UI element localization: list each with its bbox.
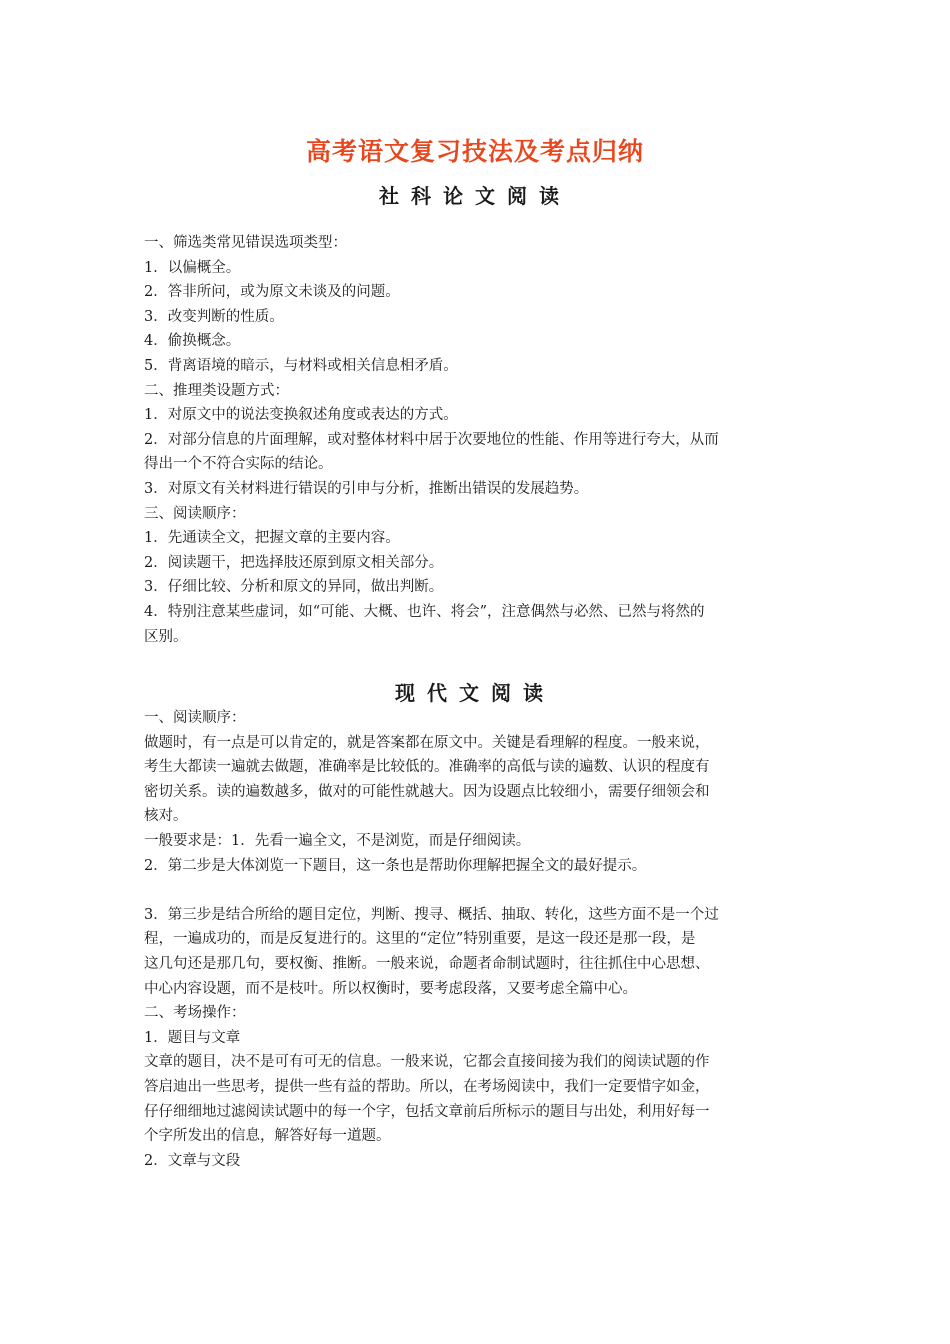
text-line: 三、阅读顺序：: [144, 505, 246, 522]
text-line: 一般要求是：1．先看一遍全文，不是浏览，而是仔细阅读。: [144, 832, 531, 849]
document-title: 高考语文复习技法及考点归纳: [305, 137, 644, 166]
text-line: 3．改变判断的性质。: [144, 308, 284, 325]
text-line: 2．答非所问，或为原文未谈及的问题。: [144, 284, 400, 301]
text-line: 答启迪出一些思考，提供一些有益的帮助。所以，在考场阅读中，我们一定要惜字如金，: [144, 1078, 710, 1095]
text-line: 3．仔细比较、分析和原文的异同，做出判断。: [144, 579, 444, 596]
section-body-social-science: [144, 231, 808, 649]
text-line: 这几句还是那几句，要权衡、推断。一般来说，命题者命制试题时，往往抓住中心思想、: [144, 955, 710, 972]
section-body-modern-text: [144, 706, 808, 1173]
text-line: 得出一个不符合实际的结论。: [144, 456, 333, 473]
text-line: 密切关系。读的遍数越多，做对的可能性就越大。因为设题点比较细小，需要仔细领会和: [144, 783, 710, 800]
text-line: 1．对原文中的说法变换叙述角度或表达的方式。: [144, 407, 458, 424]
text-line: 做题时，有一点是可以肯定的，就是答案都在原文中。关键是看理解的程度。一般来说，: [144, 734, 710, 751]
text-line: 4．特别注意某些虚词，如“可能、大概、也许、将会”，注意偶然与必然、已然与将然的: [144, 603, 705, 620]
text-line: 4．偷换概念。: [144, 333, 241, 350]
section-heading-social-science: 社科论文阅读: [379, 184, 571, 208]
section-heading-modern-text: 现代文阅读: [395, 681, 555, 705]
text-line: 一、阅读顺序：: [144, 710, 246, 726]
text-line: 1．先通读全文，把握文章的主要内容。: [144, 530, 400, 547]
text-line: 1．以偏概全。: [144, 259, 241, 276]
text-line: 2．阅读题干，把选择肢还原到原文相关部分。: [144, 554, 444, 571]
text-line: 区别。: [144, 628, 188, 645]
text-line: 文章的题目，决不是可有可无的信息。一般来说，它都会直接间接为我们的阅读试题的作: [144, 1054, 710, 1071]
text-line: 2．第二步是大体浏览一下题目，这一条也是帮助你理解把握全文的最好提示。: [144, 857, 647, 874]
text-line: 3．对原文有关材料进行错误的引申与分析，推断出错误的发展趋势。: [144, 480, 589, 497]
text-line: 程，一遍成功的，而是反复进行的。这里的“定位”特别重要，是这一段还是那一段，是: [144, 931, 696, 948]
text-line: 个字所发出的信息，解答好每一道题。: [144, 1128, 391, 1145]
text-line: 核对。: [144, 808, 188, 825]
paragraph-gap: [144, 878, 808, 903]
text-line: 5．背离语境的暗示，与材料或相关信息相矛盾。: [144, 357, 458, 374]
text-line: 1．题目与文章: [144, 1029, 241, 1046]
text-line: 仔仔细细地过滤阅读试题中的每一个字，包括文章前后所标示的题目与出处，利用好每一: [144, 1103, 710, 1120]
text-line: 二、推理类设题方式：: [144, 382, 289, 399]
text-line: 2．文章与文段: [144, 1152, 241, 1169]
text-line: 3．第三步是结合所给的题目定位，判断、搜寻、概括、抽取、转化，这些方面不是一个过: [144, 906, 719, 923]
text-line: 一、筛选类常见错误选项类型：: [144, 235, 347, 251]
text-line: 中心内容设题，而不是枝叶。所以权衡时，要考虑段落，又要考虑全篇中心。: [144, 980, 637, 997]
text-line: 2．对部分信息的片面理解，或对整体材料中居于次要地位的性能、作用等进行夸大，从而: [144, 431, 719, 448]
text-line: 二、考场操作：: [144, 1005, 246, 1022]
text-line: 考生大都读一遍就去做题，准确率是比较低的。准确率的高低与读的遍数、认识的程度有: [144, 759, 710, 776]
